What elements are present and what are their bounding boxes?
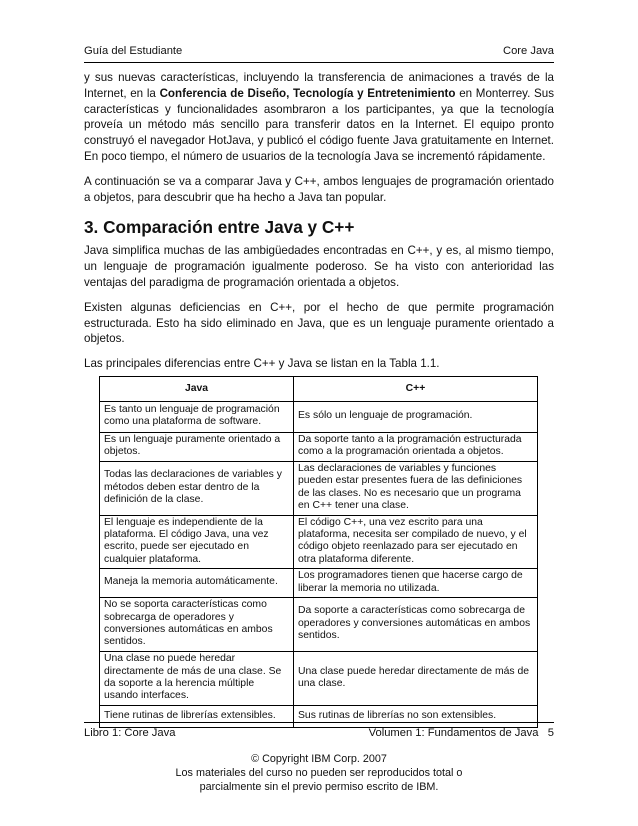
section-paragraph-2: Existen algunas deficiencias en C++, por el hecho de que permite programación estructurada. Esto ha sido eliminado en Java, que es un lenguaje puramente orientado a objetos.	[84, 300, 554, 346]
java-cell: Es un lenguaje puramente orientado a objetos.	[100, 432, 294, 461]
cpp-cell: Da soporte tanto a la programación estructurada como a la programación orientada a objetos.	[294, 432, 538, 461]
header-cpp: C++	[294, 376, 538, 401]
java-cell: Una clase no puede heredar directamente de más de una clase. Se da soporte a la herencia múltiple usando interfaces.	[100, 652, 294, 706]
footer-right: Volumen 1: Fundamentos de Java	[368, 727, 539, 739]
java-cell: Tiene rutinas de librerías extensibles.	[100, 706, 294, 728]
comparison-table	[99, 376, 538, 728]
table-row	[100, 432, 538, 461]
copyright-line: © Copyright IBM Corp. 2007	[251, 753, 387, 765]
table-row	[100, 569, 538, 598]
page-content	[84, 70, 554, 728]
java-cell: Maneja la memoria automáticamente.	[100, 569, 294, 598]
cpp-cell: Es sólo un lenguaje de programación.	[294, 401, 538, 432]
page-header	[84, 45, 554, 57]
copyright-block	[0, 752, 638, 794]
table-row	[100, 706, 538, 728]
footer-left: Libro 1: Core Java	[84, 727, 176, 739]
section-paragraph-3: Las principales diferencias entre C++ y Java se listan en la Tabla 1.1.	[84, 357, 440, 371]
cpp-cell: Da soporte a características como sobrecarga de operadores y conversiones automáticas en ambos sentidos.	[294, 598, 538, 652]
cpp-cell: Los programadores tienen que hacerse cargo de liberar la memoria no utilizada.	[294, 569, 538, 598]
cpp-cell: Las declaraciones de variables y funciones pueden estar presentes fuera de las definiciones de las clases. No es necesario que un programa en C++ tener una clase.	[294, 461, 538, 515]
intro-paragraph-1	[84, 70, 554, 165]
header-left: Guía del Estudiante	[84, 45, 183, 57]
footer-right-group	[369, 727, 554, 739]
cpp-cell: Una clase puede heredar directamente de más de una clase.	[294, 652, 538, 706]
footer-rule	[84, 722, 554, 723]
java-cell: Todas las declaraciones de variables y métodos deben estar dentro de la definición de la clase.	[100, 461, 294, 515]
section-title: 3. Comparación entre Java y C++	[84, 217, 355, 238]
table-row	[100, 461, 538, 515]
java-cell: El lenguaje es independiente de la plataforma. El código Java, una vez escrito, puede ser ejecutado en cualquier plataforma.	[100, 515, 294, 569]
java-cell: No se soporta características como sobrecarga de operadores y conversiones automáticas en ambos sentidos.	[100, 598, 294, 652]
intro-text-a: y sus nuevas características, incluyendo la transferencia de animaciones a través de la Internet, en la	[84, 71, 554, 100]
table-row	[100, 598, 538, 652]
table-row	[100, 515, 538, 569]
page-number: 5	[547, 727, 554, 739]
section-paragraph-1: Java simplifica muchas de las ambigüedades encontradas en C++, y es, al mismo tiempo, un lenguaje de programación igualmente poderoso. Se ha visto con anterioridad las ventajas del paradigma de programación orientada a objetos.	[84, 244, 554, 289]
header-right: Core Java	[503, 45, 554, 57]
cpp-cell: El código C++, una vez escrito para una plataforma, necesita ser compilado de nuevo, y el código objeto reenlazado para ser ejecutado en otra plataforma diferente.	[294, 515, 538, 569]
intro-text-b: en Monterrey. Sus características y funcionalidades asombraron a los participantes, ya que la tecnología proveía un método más sencillo para transferir datos en la Internet. El equipo pronto construyó el navegador HotJava, y publicó el código fuente Java gratuitamente en Internet. En poco tiempo, el número de usuarios de la tecnología Java se incrementó rápidamente.	[84, 86, 555, 163]
table-row	[100, 401, 538, 432]
header-java: Java	[100, 376, 294, 401]
table-row	[100, 652, 538, 706]
table-header-row	[100, 376, 538, 401]
header-rule	[84, 62, 554, 63]
intro-paragraph-2: A continuación se va a comparar Java y C++, ambos lenguajes de programación orientado a objetos, para descubrir que ha hecho a Java tan popular.	[84, 174, 554, 204]
java-cell: Es tanto un lenguaje de programación como una plataforma de software.	[100, 401, 294, 432]
cpp-cell: Sus rutinas de librerías no son extensibles.	[294, 706, 538, 728]
notice-line-2: parcialmente sin el previo permiso escrito de IBM.	[199, 781, 439, 793]
notice-line-1: Los materiales del curso no pueden ser reproducidos total o	[175, 767, 463, 779]
page-footer	[84, 727, 554, 739]
conference-name: Conferencia de Diseño, Tecnología y Entretenimiento	[159, 86, 456, 100]
